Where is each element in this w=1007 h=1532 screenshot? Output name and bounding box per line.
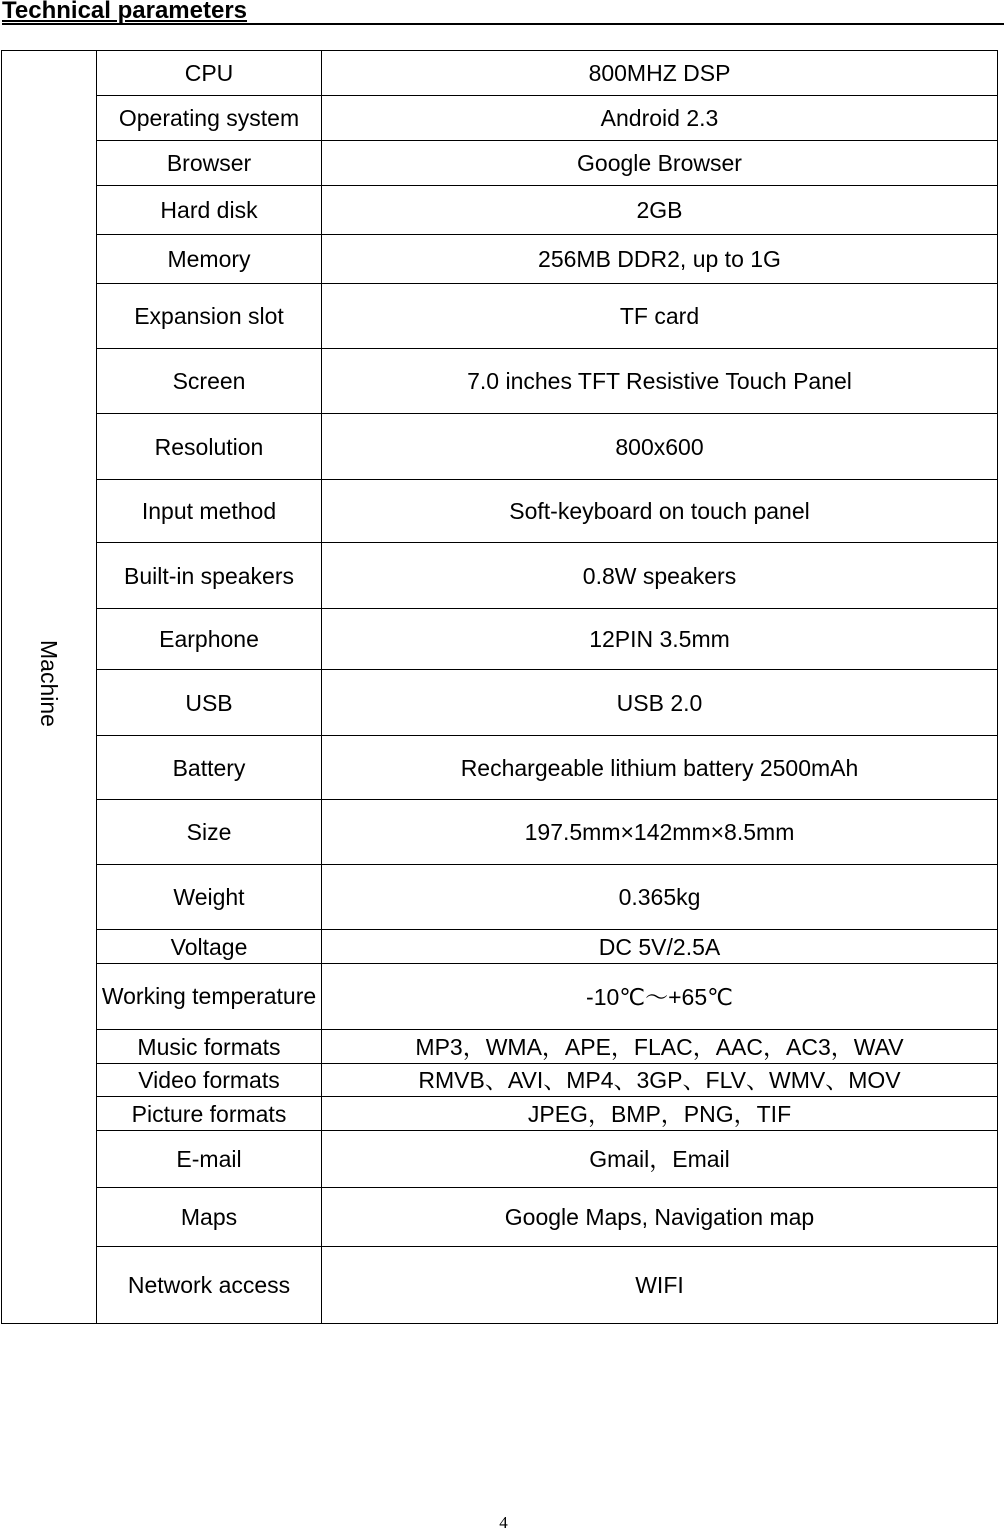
param-value: DC 5V/2.5A (322, 930, 998, 964)
spec-table (1, 50, 998, 1324)
table-row (2, 1188, 998, 1247)
section-heading (2, 0, 1004, 25)
param-value: -10℃～+65℃ (322, 964, 998, 1030)
param-value: 197.5mm×142mm×8.5mm (322, 800, 998, 865)
param-name: Weight (97, 865, 322, 930)
param-name: Picture formats (97, 1097, 322, 1131)
param-value: JPEG，BMP，PNG，TIF (322, 1097, 998, 1131)
param-value: Soft-keyboard on touch panel (322, 480, 998, 543)
param-name: Memory (97, 235, 322, 284)
param-value: Rechargeable lithium battery 2500mAh (322, 736, 998, 800)
table-row (2, 414, 998, 480)
table-row (2, 930, 998, 964)
param-name: E-mail (97, 1131, 322, 1188)
table-row (2, 480, 998, 543)
table-row (2, 1247, 998, 1324)
param-value: Android 2.3 (322, 96, 998, 141)
page-number: 4 (499, 1513, 508, 1532)
param-value: 0.365kg (322, 865, 998, 930)
table-row (2, 1097, 998, 1131)
param-value: TF card (322, 284, 998, 349)
group-label: Machine (36, 639, 62, 727)
group-cell (2, 51, 97, 1324)
param-value: 12PIN 3.5mm (322, 609, 998, 670)
table-row (2, 964, 998, 1030)
param-value: 800MHZ DSP (322, 51, 998, 96)
param-name: Size (97, 800, 322, 865)
param-name: USB (97, 670, 322, 736)
param-name: Expansion slot (97, 284, 322, 349)
param-value: 0.8W speakers (322, 543, 998, 609)
table-row (2, 543, 998, 609)
param-name: Resolution (97, 414, 322, 480)
param-value: USB 2.0 (322, 670, 998, 736)
table-row (2, 186, 998, 235)
param-name: Browser (97, 141, 322, 186)
table-row (2, 670, 998, 736)
param-name: Battery (97, 736, 322, 800)
table-row (2, 865, 998, 930)
param-name: Earphone (97, 609, 322, 670)
table-row (2, 141, 998, 186)
table-row (2, 736, 998, 800)
param-value: 256MB DDR2, up to 1G (322, 235, 998, 284)
param-name: Working temperature (97, 964, 322, 1030)
table-row (2, 609, 998, 670)
param-name: CPU (97, 51, 322, 96)
param-value: 2GB (322, 186, 998, 235)
param-name: Operating system (97, 96, 322, 141)
param-value: Google Browser (322, 141, 998, 186)
param-name: Video formats (97, 1064, 322, 1097)
param-value: Google Maps, Navigation map (322, 1188, 998, 1247)
param-name: Screen (97, 349, 322, 414)
param-name: Maps (97, 1188, 322, 1247)
param-name: Network access (97, 1247, 322, 1324)
section-heading-text: Technical parameters (2, 0, 248, 24)
table-row (2, 1030, 998, 1064)
param-value: WIFI (322, 1247, 998, 1324)
param-value: 800x600 (322, 414, 998, 480)
table-row (2, 96, 998, 141)
table-row (2, 1064, 998, 1097)
param-name: Voltage (97, 930, 322, 964)
table-row (2, 235, 998, 284)
param-value: 7.0 inches TFT Resistive Touch Panel (322, 349, 998, 414)
param-value: RMVB、AVI、MP4、3GP、FLV、WMV、MOV (322, 1064, 998, 1097)
param-name: Input method (97, 480, 322, 543)
param-name: Built-in speakers (97, 543, 322, 609)
param-name: Hard disk (97, 186, 322, 235)
param-value: MP3，WMA，APE，FLAC，AAC，AC3，WAV (322, 1030, 998, 1064)
table-row (2, 284, 998, 349)
table-row (2, 349, 998, 414)
param-value: Gmail，Email (322, 1131, 998, 1188)
table-row (2, 800, 998, 865)
table-row (2, 51, 998, 96)
param-name: Music formats (97, 1030, 322, 1064)
table-row (2, 1131, 998, 1188)
